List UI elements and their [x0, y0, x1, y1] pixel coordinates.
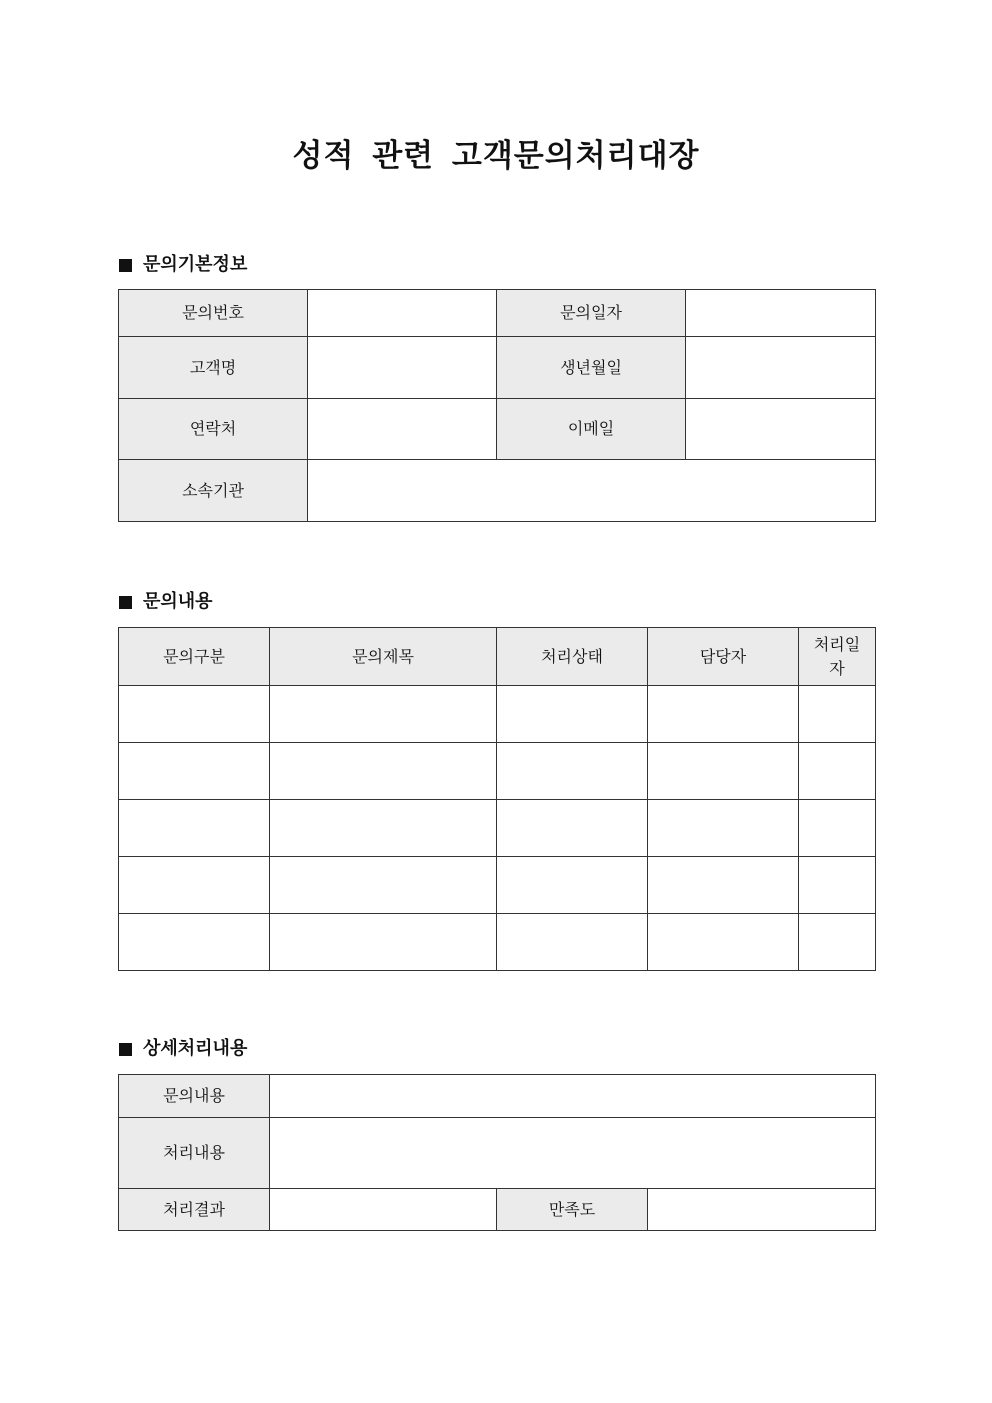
cell-manager[interactable] — [648, 857, 799, 914]
processing-result-label: 처리결과 — [119, 1189, 270, 1231]
customer-name-label: 고객명 — [119, 337, 308, 399]
section-heading-detail-label: 상세처리내용 — [143, 1038, 248, 1059]
contact-field[interactable] — [308, 399, 497, 460]
section-heading-basic-label: 문의기본정보 — [143, 254, 248, 275]
cell-manager[interactable] — [648, 686, 799, 743]
contact-label: 연락처 — [119, 399, 308, 460]
cell-category[interactable] — [119, 914, 270, 971]
cell-subject[interactable] — [270, 914, 497, 971]
section-heading-detail — [119, 1036, 247, 1062]
basic-row-3 — [119, 399, 876, 460]
processing-content-label: 처리내용 — [119, 1118, 270, 1189]
document-title: 성적 관련 고객문의처리대장 — [292, 138, 700, 174]
processing-result-field[interactable] — [270, 1189, 497, 1231]
cell-processed-date[interactable] — [799, 914, 876, 971]
cell-subject[interactable] — [270, 686, 497, 743]
satisfaction-field[interactable] — [648, 1189, 876, 1231]
cell-category[interactable] — [119, 743, 270, 800]
basic-row-2 — [119, 337, 876, 399]
table-row — [119, 800, 876, 857]
inquiry-content-label: 문의내용 — [119, 1075, 270, 1118]
column-header-status: 처리상태 — [497, 628, 648, 686]
table-row — [119, 743, 876, 800]
cell-category[interactable] — [119, 857, 270, 914]
cell-manager[interactable] — [648, 914, 799, 971]
square-bullet-icon — [119, 259, 132, 272]
cell-processed-date[interactable] — [799, 743, 876, 800]
inquiry-content-field[interactable] — [270, 1075, 876, 1118]
cell-subject[interactable] — [270, 857, 497, 914]
birth-date-label: 생년월일 — [497, 337, 686, 399]
cell-status[interactable] — [497, 686, 648, 743]
affiliation-field[interactable] — [308, 460, 876, 522]
cell-subject[interactable] — [270, 743, 497, 800]
birth-date-field[interactable] — [686, 337, 876, 399]
column-header-subject: 문의제목 — [270, 628, 497, 686]
cell-status[interactable] — [497, 743, 648, 800]
satisfaction-label: 만족도 — [497, 1189, 648, 1231]
section-heading-basic — [119, 252, 247, 278]
content-header-row — [119, 628, 876, 686]
cell-status[interactable] — [497, 857, 648, 914]
section-heading-content-label: 문의내용 — [143, 591, 213, 612]
detail-row-processing — [119, 1118, 876, 1189]
detail-row-inquiry — [119, 1075, 876, 1118]
cell-status[interactable] — [497, 800, 648, 857]
email-field[interactable] — [686, 399, 876, 460]
inquiry-date-label: 문의일자 — [497, 290, 686, 337]
cell-subject[interactable] — [270, 800, 497, 857]
cell-category[interactable] — [119, 686, 270, 743]
table-row — [119, 857, 876, 914]
cell-processed-date[interactable] — [799, 857, 876, 914]
processing-content-field[interactable] — [270, 1118, 876, 1189]
cell-status[interactable] — [497, 914, 648, 971]
cell-manager[interactable] — [648, 743, 799, 800]
cell-manager[interactable] — [648, 800, 799, 857]
square-bullet-icon — [119, 1043, 132, 1056]
column-header-processed-date: 처리일자 — [799, 628, 876, 686]
table-row — [119, 686, 876, 743]
inquiry-number-field[interactable] — [308, 290, 497, 337]
detail-processing-table — [118, 1074, 876, 1231]
email-label: 이메일 — [497, 399, 686, 460]
basic-row-1 — [119, 290, 876, 337]
cell-category[interactable] — [119, 800, 270, 857]
column-header-category: 문의구분 — [119, 628, 270, 686]
cell-processed-date[interactable] — [799, 800, 876, 857]
column-header-manager: 담당자 — [648, 628, 799, 686]
square-bullet-icon — [119, 596, 132, 609]
table-row — [119, 914, 876, 971]
customer-name-field[interactable] — [308, 337, 497, 399]
section-heading-content — [119, 589, 213, 615]
inquiry-content-table — [118, 627, 876, 971]
affiliation-label: 소속기관 — [119, 460, 308, 522]
inquiry-number-label: 문의번호 — [119, 290, 308, 337]
detail-row-result — [119, 1189, 876, 1231]
basic-row-4 — [119, 460, 876, 522]
cell-processed-date[interactable] — [799, 686, 876, 743]
basic-info-table — [118, 289, 876, 522]
inquiry-date-field[interactable] — [686, 290, 876, 337]
